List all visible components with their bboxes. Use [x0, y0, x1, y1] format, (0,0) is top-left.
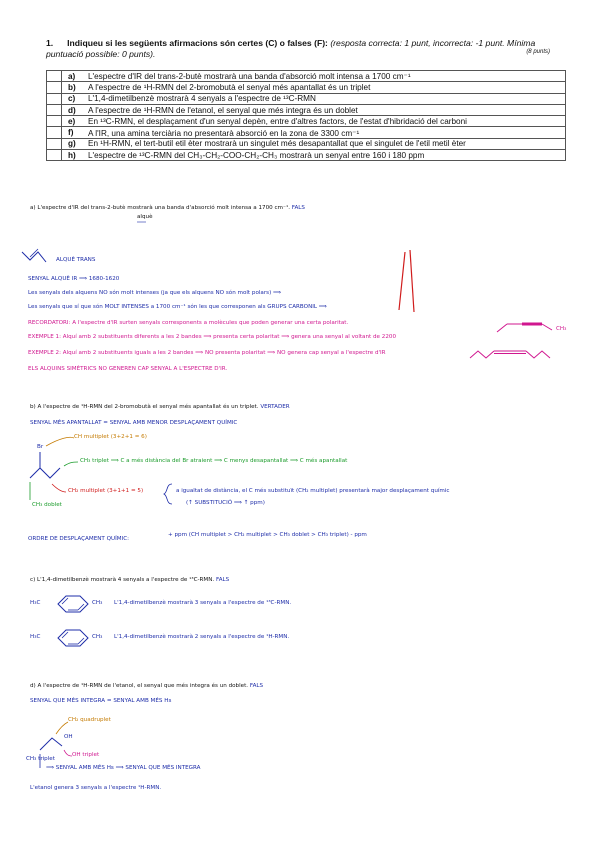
note-b-order-label: ORDRE DE DESPLAÇAMENT QUÍMIC:	[28, 536, 130, 542]
note-rec-line1: RECORDATORI: A l'espectre d'IR surten senyals corresponents a molècules que poden generar una certa polaritat.	[28, 320, 349, 326]
note-b-ch2: CH₂ multiplet (3+1+1 = 5)	[68, 488, 144, 494]
question-text: Indiqueu si les següents afirmacions són certes (C) o falses (F):	[67, 38, 328, 48]
note-d-line1: SENYAL QUE MÉS INTEGRA = SENYAL AMB MÉS Hs	[30, 698, 172, 704]
note-rec-line4: ELS ALQUINS SIMÈTRICS NO GENEREN CAP SENYAL A L'ESPECTRE D'IR.	[28, 366, 228, 372]
note-b-ch3-trip: CH₃ triplet ⟹ C a més distància del Br atraient ⟹ C menys desapantallat ⟹ C més apantallat	[80, 458, 348, 464]
note-rec-line3: EXEMPLE 2: Alquí amb 2 substituents iguals a les 2 bandes ⟹ NO presenta polaritat ⟹ NO genera cap senyal a l'espectre d'IR	[28, 350, 386, 356]
bromobutane-structure	[30, 468, 60, 478]
note-c-line2: L'1,4-dimetilbenzè mostrarà 2 senyals a l'espectre de ¹H-RMN.	[114, 634, 290, 640]
question-scoring: (resposta correcta: 1 punt, incorrecta: -1 punt. Mínima puntuació possible: 0 punts).	[46, 38, 536, 59]
note-c-ch3-2: CH₃	[92, 634, 103, 640]
note-a-line2: Les senyals dels alquens NO són molt intenses (ja que els alquens NO són molt polars) ⟹	[28, 290, 282, 296]
note-rec-ch3: CH₃	[556, 326, 567, 332]
note-d-ch2: CH₂ quadruplet	[68, 717, 111, 723]
note-c-head: c) L'1,4-dimetilbenzè mostrarà 4 senyals a l'espectre de ¹³C-RMN. FALS	[30, 577, 230, 583]
question-number: 1.	[46, 38, 54, 48]
statement-label: d)	[62, 104, 86, 115]
note-b-order: + ppm (CH multiplet > CH₂ multiplet > CH₃ doblet > CH₃ triplet) - ppm	[168, 532, 367, 538]
note-b-br: Br	[37, 444, 44, 450]
note-d-ch3: CH₃ triplet	[26, 756, 55, 762]
note-d-oh: OH	[64, 734, 73, 740]
note-b-brace2: (↑ SUBSTITUCIÓ ⟹ ↑ ppm)	[186, 500, 265, 506]
statement-label: a)	[62, 71, 86, 82]
note-b-head: b) A l'espectre de ¹H-RMN del 2-bromobutà el senyal més apantallat és un triplet. VERTADER	[30, 404, 290, 410]
note-c-h3c-1: H₃C	[30, 600, 41, 606]
statement-text: En ¹³C-RMN, el desplaçament d'un senyal depèn, entre d'altres factors, de l'estat d'hibridació del carboni	[85, 116, 566, 127]
note-b-ch3-dob: CH₃ doblet	[32, 502, 62, 508]
note-c-ch3-1: CH₃	[92, 600, 103, 606]
note-a-head: a) L'espectre d'IR del trans-2-butè mostrarà una banda d'absorció molt intensa a 1700 cm⁻¹. FALS	[30, 205, 305, 211]
ethanol-structure	[40, 738, 62, 750]
statement-text: A l'IR, una amina terciària no presentarà absorció en la zona de 3300 cm⁻¹	[85, 127, 566, 138]
note-b-ch: CH multiplet (3+2+1 = 6)	[74, 434, 147, 440]
statement-label: f)	[62, 127, 86, 138]
note-d-head: d) A l'espectre de ¹H-RMN de l'etanol, el senyal que més integra és un doblet. FALS	[30, 683, 264, 689]
note-a-trans: ALQUÈ TRANS	[56, 257, 96, 263]
note-c-line1: L'1,4-dimetilbenzè mostrarà 3 senyals a l'espectre de ¹³C-RMN.	[114, 600, 292, 606]
note-a-line1: SENYAL ALQUÈ IR ⟹ 1680-1620	[28, 276, 120, 282]
statement-label: g)	[62, 138, 86, 149]
statement-text: L'espectre d'IR del trans-2-butè mostrarà una banda d'absorció molt intensa a 1700 cm⁻¹	[85, 71, 566, 82]
statement-text: En ¹H-RMN, el tert-butil etil èter mostrarà un singulet més desapantallat que el singulet de l'etil metil èter	[85, 138, 566, 149]
statement-label: e)	[62, 116, 86, 127]
note-c-h3c-2: H₃C	[30, 634, 41, 640]
note-b-brace1: a igualtat de distància, el C més substituït (CH₂ multiplet) presentarà major desplaçament químic	[176, 488, 450, 494]
note-d-oh-trip: OH triplet	[72, 752, 100, 758]
note-a-alque: alquè	[137, 214, 153, 220]
red-bracket	[399, 252, 405, 310]
note-a-line3: Les senyals que sí que són MOLT INTENSES a 1700 cm⁻¹ són les que corresponen als GRUPS CARBONIL ⟹	[28, 304, 327, 310]
statement-label: c)	[62, 93, 86, 104]
alkyne-structure	[470, 351, 494, 358]
question-points: (8 punts)	[526, 49, 550, 55]
statement-text: A l'espectre de ¹H-RMN de l'etanol, el senyal que més integra és un doblet	[85, 104, 566, 115]
statement-text: L'espectre de ¹³C-RMN del CH₃-CH₂-COO-CH₂-CH₃ mostrarà un senyal entre 160 i 180 ppm	[85, 150, 566, 161]
note-d-line2: ⟹ SENYAL AMB MÉS Hs ⟹ SENYAL QUE MÉS INTEGRA	[46, 765, 201, 771]
statement-label: h)	[62, 150, 86, 161]
statement-label: b)	[62, 82, 86, 93]
note-d-line3: L'etanol genera 3 senyals a l'espectre ¹H-RMN.	[30, 785, 162, 791]
note-b-line1: SENYAL MÉS APANTALLAT = SENYAL AMB MENOR DESPLAÇAMENT QUÍMIC	[30, 420, 238, 426]
note-rec-line2: EXEMPLE 1: Alquí amb 2 substituents diferents a les 2 bandes ⟹ presenta certa polaritat ⟹ genera una senyal al voltant de 2200	[28, 334, 397, 340]
statement-text: L'1,4-dimetilbenzè mostrarà 4 senyals a l'espectre de ¹³C-RMN	[85, 93, 566, 104]
statement-text: A l'espectre de ¹H-RMN del 2-bromobutà el senyal més apantallat és un triplet	[85, 82, 566, 93]
